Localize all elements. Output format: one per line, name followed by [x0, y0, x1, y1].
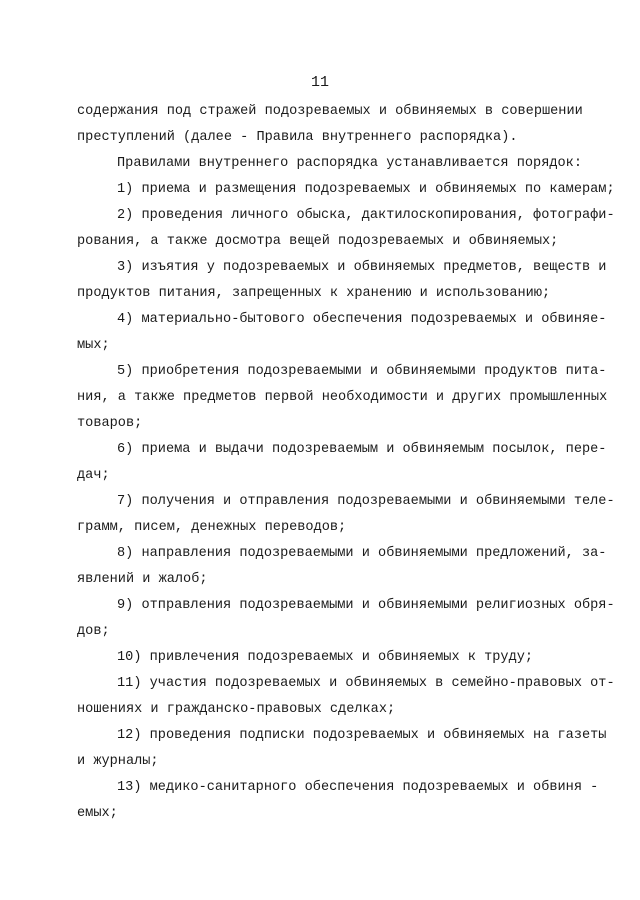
list-item — [77, 723, 607, 775]
list-item-first-line: 11) участия подозреваемых и обвиняемых в семейно-правовых от- — [117, 676, 615, 691]
list-item-continuation-line: продуктов питания, запрещенных к хранению и использованию; — [77, 286, 551, 301]
list-item — [77, 645, 587, 671]
list-item-first-line: 2) проведения личного обыска, дактилоскопирования, фотографи- — [117, 208, 615, 223]
list-item — [77, 307, 607, 359]
list-item-continuation-line: дов; — [77, 624, 110, 639]
list-item-first-line: 5) приобретения подозреваемыми и обвиняемыми продуктов пита- — [117, 364, 607, 379]
list-item-first-line: 8) направления подозреваемыми и обвиняемыми предложений, за- — [117, 546, 607, 561]
list-item — [77, 359, 608, 437]
intro-line: преступлений (далее - Правила внутреннего распорядка). — [77, 130, 518, 145]
list-item — [77, 255, 607, 307]
list-item-first-line: 7) получения и отправления подозреваемыми и обвиняемыми теле- — [117, 494, 615, 509]
list-item-continuation-line: емых; — [77, 806, 118, 821]
page-number: 11 — [310, 74, 329, 91]
list-item-continuation-line: и журналы; — [77, 754, 159, 769]
list-item-continuation-line: мых; — [77, 338, 110, 353]
list-item — [77, 203, 615, 255]
list-item-first-line: 4) материально-бытового обеспечения подозреваемых и обвиняе- — [117, 312, 607, 327]
list-item-continuation-line: грамм, писем, денежных переводов; — [77, 520, 347, 535]
list-item — [77, 489, 615, 541]
intro-line: содержания под стражей подозреваемых и обвиняемых в совершении — [77, 104, 583, 119]
list-item — [77, 177, 615, 203]
list-item — [77, 593, 615, 645]
list-item — [77, 671, 615, 723]
list-item-first-line: 1) приема и размещения подозреваемых и обвиняемых по камерам; — [117, 182, 615, 197]
list-item — [77, 541, 607, 593]
list-item — [77, 437, 607, 489]
list-item-continuation-line: ношениях и гражданско-правовых сделках; — [77, 702, 396, 717]
list-item-first-line: 13) медико-санитарного обеспечения подозреваемых и обвиня - — [117, 780, 599, 795]
list-item-continuation-line: товаров; — [77, 416, 143, 431]
list-item-continuation-line: ния, а также предметов первой необходимости и других промышленных — [77, 390, 608, 405]
list-item-first-line: 6) приема и выдачи подозреваемым и обвиняемым посылок, пере- — [117, 442, 607, 457]
item-list — [77, 177, 615, 827]
list-item — [77, 775, 599, 827]
lead-line: Правилами внутреннего распорядка устанавливается порядок: — [117, 156, 582, 171]
list-item-first-line: 10) привлечения подозреваемых и обвиняемых к труду; — [117, 650, 534, 665]
list-item-continuation-line: дач; — [77, 468, 110, 483]
list-item-continuation-line: рования, а также досмотра вещей подозреваемых и обвиняемых; — [77, 234, 559, 249]
list-item-first-line: 12) проведения подписки подозреваемых и обвиняемых на газеты — [117, 728, 607, 743]
list-item-first-line: 9) отправления подозреваемыми и обвиняемыми религиозных обря- — [117, 598, 615, 613]
list-item-first-line: 3) изъятия у подозреваемых и обвиняемых предметов, веществ и — [117, 260, 607, 275]
document-body — [77, 99, 615, 827]
list-item-continuation-line: явлений и жалоб; — [77, 572, 208, 587]
